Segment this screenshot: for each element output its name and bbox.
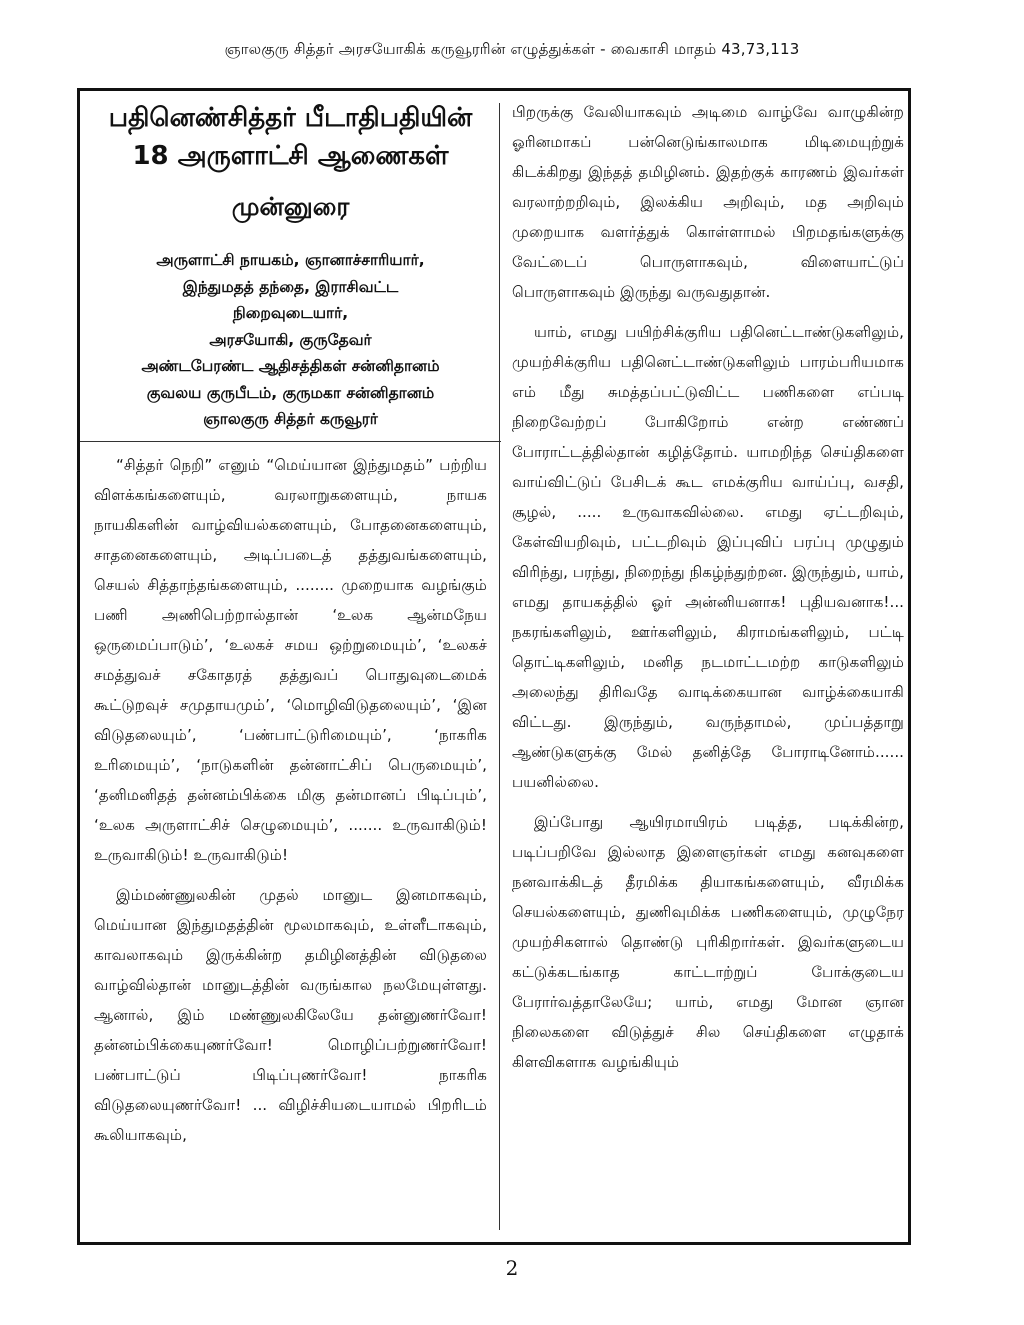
- honorific-line: அருளாட்சி நாயகம், ஞானாச்சாரியார்,: [156, 251, 425, 269]
- body-paragraph: யாம், எமது பயிற்சிக்குரிய பதினெட்டாண்டுகளிலும், முயற்சிக்குரிய பதினெட்டாண்டுகளிலும் பாரம்பரியமாக எம் மீது சுமத்தப்பட்டுவிட்ட பணிகளை எப்படி நிறைவேற்றப் போகிறோம் என்ற எண்ணப் போராட்டத்தில்தான் கழித்தோம். யாமறிந்த செய்திகளை வாய்விட்டுப் பேசிடக் கூட எமக்குரிய வாய்ப்பு, வசதி, சூழல், ..... உருவாகவில்லை. எமது ஏட்டறிவும், கேள்வியறிவும், பட்டறிவும் இப்புவிப் பரப்பு முழுதும் விரிந்து, பரந்து, நிறைந்து நிகழ்ந்துற்றன. இருந்தும், யாம், எமது தாயகத்தில் ஓர் அன்னியனாக! புதியவனாக!... நகரங்களிலும், ஊர்களிலும், கிராமங்களிலும், பட்டி தொட்டிகளிலும், மனித நடமாட்டமற்ற காடுகளிலும் அலைந்து திரிவதே வாடிக்கையான வாழ்க்கையாகி விட்டது. இருந்தும், வருந்தாமல், முப்பத்தாறு ஆண்டுகளுக்கு மேல் தனித்தே போராடினோம்...... பயனில்லை.: [512, 323, 904, 791]
- page-number: 2: [505, 1256, 519, 1280]
- body-paragraph: இப்போது ஆயிரமாயிரம் படித்த, படிக்கின்ற, படிப்பறிவே இல்லாத இளைஞர்கள் எமது கனவுகளை நனவாக்கிடத் தீரமிக்க தியாகங்களையும், வீரமிக்க செயல்களையும், துணிவுமிக்க பணிகளையும், முழுநேர முயற்சிகளால் தொண்டு புரிகிறார்கள். இவர்களுடைய கட்டுக்கடங்காத காட்டாற்றுப் போக்குடைய பேரார்வத்தாலேயே; யாம், எமது மோன ஞான நிலைகளை விடுத்துச் சில செய்திகளை எழுதாக் கிளவிகளாக வழங்கியும்: [512, 813, 904, 1071]
- running-header: ஞாலகுரு சித்தர் அரசயோகிக் கருவூரரின் எழுத்துக்கள் - வைகாசி மாதம் 43,73,113: [224, 40, 800, 58]
- right-column: [512, 91, 904, 1077]
- subtitle: முன்னுரை: [231, 192, 350, 221]
- honorific-line: ஞாலகுரு சித்தர் கருவூரர்: [203, 410, 378, 428]
- honorific-line: நிறைவுடையார்,: [232, 304, 349, 322]
- body-paragraph: பிறருக்கு வேலியாகவும் அடிமை வாழ்வே வாழுகின்ற ஓரினமாகப் பன்னெடுங்காலமாக மிடிமையுற்றுக் கிடக்கிறது இந்தத் தமிழினம். இதற்குக் காரணம் இவர்கள் வரலாற்றறிவும், இலக்கிய அறிவும், மத அறிவும் முறையாக வளர்த்துக் கொள்ளாமல் பிறமதங்களுக்கு வேட்டைப் பொருளாகவும், விளையாட்டுப் பொருளாகவும் இருந்து வருவதுதான்.: [512, 103, 904, 301]
- page-frame: [77, 88, 911, 1245]
- honorific-line: அரசயோகி, குருதேவர்: [209, 330, 372, 349]
- body-paragraph: “சித்தர் நெறி” எனும் “மெய்யான இந்துமதம்” பற்றிய விளக்கங்களையும், வரலாறுகளையும், நாயக நாயகிகளின் வாழ்வியல்களையும், போதனைகளையும், சாதனைகளையும், அடிப்படைத் தத்துவங்களையும், செயல் சித்தாந்தங்களையும், ........ முறையாக வழங்கும் பணி அணிபெற்றால்தான் ‘உலக ஆன்மநேய ஒருமைப்பாடும்’, ‘உலகச் சமய ஒற்றுமையும்’, ‘உலகச் சமத்துவச் சகோதரத் தத்துவப் பொதுவுடைமைக் கூட்டுறவுச் சமுதாயமும்’, ‘மொழிவிடுதலையும்’, ‘இன விடுதலையும்’, ‘பண்பாட்டுரிமையும்’, ‘நாகரிக உரிமையும்’, ‘நாடுகளின் தன்னாட்சிப் பெருமையும்’, ‘தனிமனிதத் தன்னம்பிக்கை மிகு தன்மானப் பிடிப்பும்’, ‘உலக அருளாட்சிச் செழுமையும்’, ....... உருவாகிடும்! உருவாகிடும்! உருவாகிடும்!: [94, 455, 487, 864]
- honorific-line: இந்துமதத் தந்தை, இராசிவட்ட: [182, 277, 399, 296]
- left-column: [94, 91, 487, 1150]
- honorific-block: [94, 247, 487, 433]
- honorific-line: குவலய குருபீடம், குருமகா சன்னிதானம்: [146, 383, 435, 402]
- title-line-1: பதினெண்சித்தர் பீடாதிபதியின்: [108, 103, 473, 133]
- column-divider: [499, 103, 500, 1230]
- honorific-line: அண்டபேரண்ட ஆதிசத்திகள் சன்னிதானம்: [141, 357, 440, 375]
- body-paragraph: இம்மண்ணுலகின் முதல் மானுட இனமாகவும், மெய்யான இந்துமதத்தின் மூலமாகவும், உள்ளீடாகவும், காவலாகவும் இருக்கின்ற தமிழினத்தின் விடுதலை வாழ்வில்தான் மானுடத்தின் வருங்கால நலமேயுள்ளது. ஆனால், இம் மண்ணுலகிலேயே தன்னுணர்வோ! தன்னம்பிக்கையுணர்வோ! மொழிப்பற்றுணர்வோ! பண்பாட்டுப் பிடிப்புணர்வோ! நாகரிக விடுதலையுணர்வோ! ... விழிச்சியடையாமல் பிறரிடம் கூலியாகவும்,: [94, 885, 487, 1144]
- title-line-2: 18 அருளாட்சி ஆணைகள்: [132, 141, 449, 171]
